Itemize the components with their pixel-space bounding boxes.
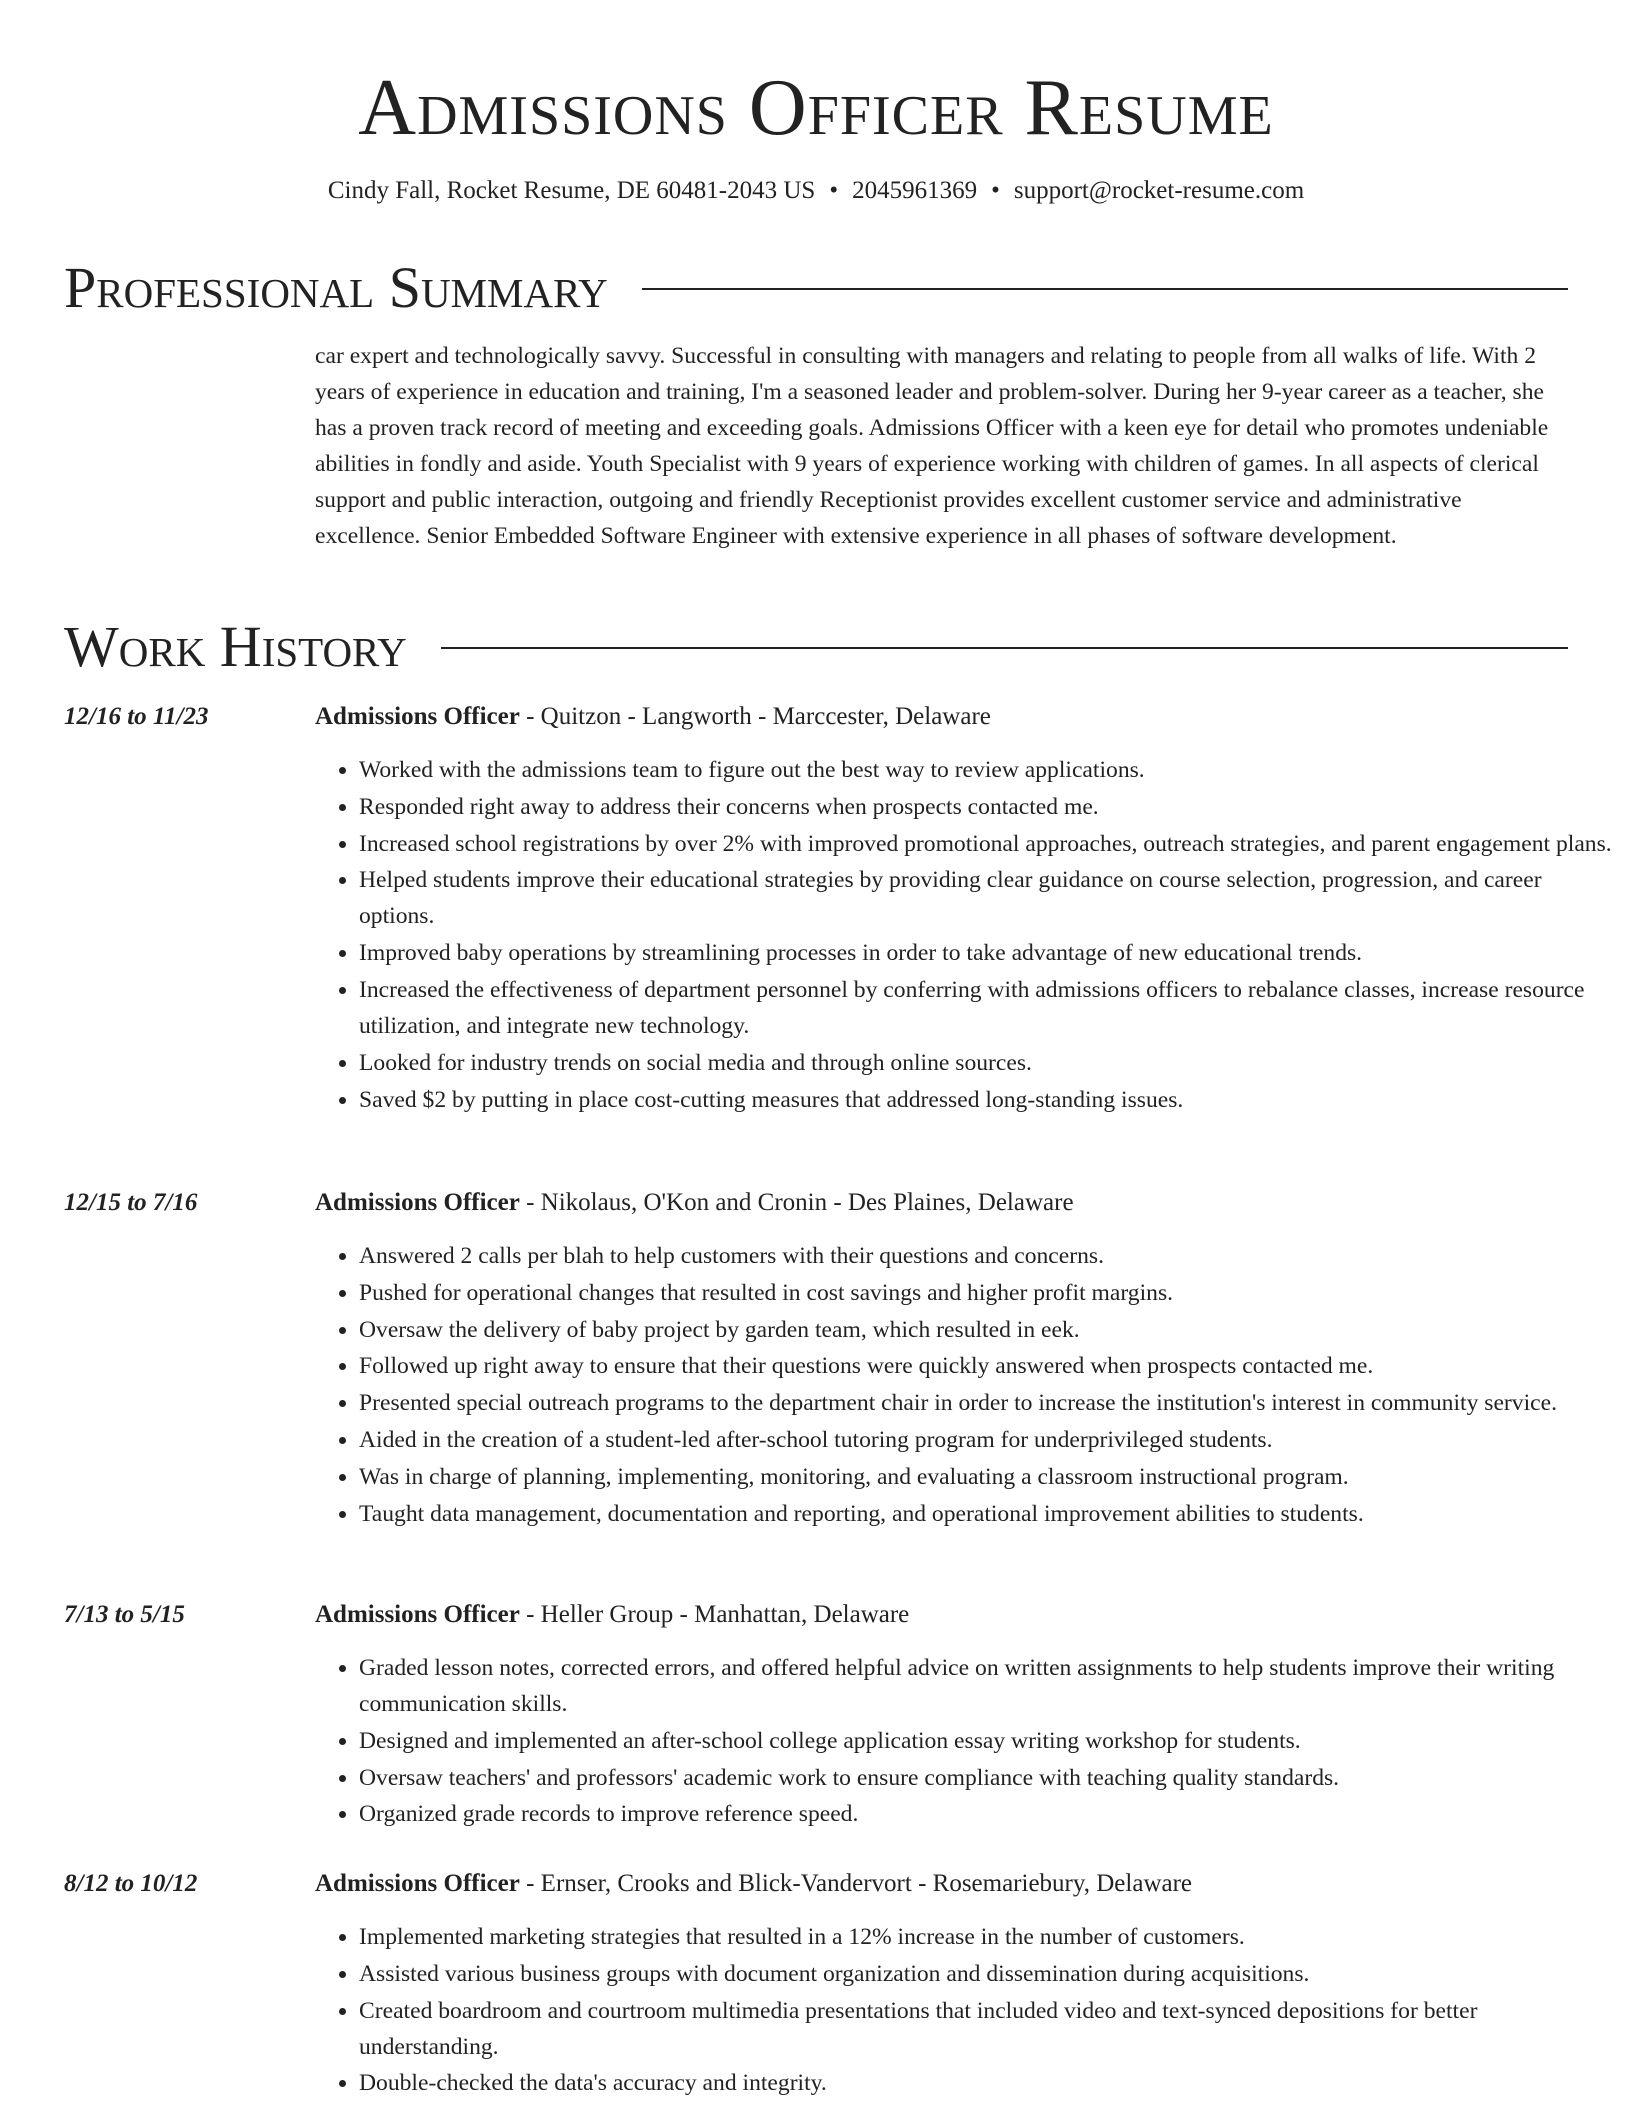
list-item: • Responded right away to address their concerns when prospects contacted me. xyxy=(359,789,1612,825)
list-item: • Helped students improve their educational strategies by providing clear guidance on course selection, progression, and career options. xyxy=(359,862,1612,934)
section-divider xyxy=(441,647,1568,649)
job-employer: - Nikolaus, O'Kon and Cronin - Des Plaines, Delaware xyxy=(519,1189,1074,1216)
list-item: • Was in charge of planning, implementing, monitoring, and evaluating a classroom instructional program. xyxy=(359,1459,1612,1495)
list-item: • Implemented marketing strategies that resulted in a 12% increase in the number of customers. xyxy=(359,1919,1612,1955)
contact-line xyxy=(0,174,1632,208)
list-item: • Presented special outreach programs to the department chair in order to increase the institution's interest in community service. xyxy=(359,1385,1612,1421)
job-dates: 12/16 to 11/23 xyxy=(64,703,209,730)
list-item: • Graded lesson notes, corrected errors, and offered helpful advice on written assignments to help students improve their writing communication skills. xyxy=(359,1650,1612,1722)
list-item: • Increased the effectiveness of department personnel by conferring with admissions officers to rebalance classes, increase resource utilization, and integrate new technology. xyxy=(359,972,1612,1044)
list-item: • Assisted various business groups with document organization and dissemination during acquisitions. xyxy=(359,1956,1612,1992)
contact-phone: 2045961369 xyxy=(852,177,978,204)
section-work-history xyxy=(64,612,1568,682)
contact-separator: • xyxy=(991,177,1000,204)
job-title: Admissions Officer xyxy=(315,1601,520,1628)
job-heading xyxy=(315,699,991,735)
list-item: • Oversaw teachers' and professors' academic work to ensure compliance with teaching quality standards. xyxy=(359,1760,1612,1796)
list-item: • Double-checked the data's accuracy and integrity. xyxy=(359,2065,1612,2101)
section-heading: Work History xyxy=(64,614,407,679)
job-heading xyxy=(315,1185,1074,1221)
job-bullets xyxy=(315,1919,1612,2102)
job-title: Admissions Officer xyxy=(315,1870,520,1897)
list-item: • Taught data management, documentation and reporting, and operational improvement abilities to students. xyxy=(359,1496,1612,1532)
job-title: Admissions Officer xyxy=(315,703,520,730)
list-item: • Oversaw the delivery of baby project by garden team, which resulted in eek. xyxy=(359,1312,1612,1348)
list-item: • Worked with the admissions team to figure out the best way to review applications. xyxy=(359,752,1612,788)
list-item: • Organized grade records to improve reference speed. xyxy=(359,1796,1612,1832)
job-dates: 12/15 to 7/16 xyxy=(64,1189,198,1216)
job-heading xyxy=(315,1866,1192,1902)
list-item: • Pushed for operational changes that resulted in cost savings and higher profit margins. xyxy=(359,1275,1612,1311)
list-item: • Increased school registrations by over 2% with improved promotional approaches, outreach strategies, and parent engagement plans. xyxy=(359,826,1612,862)
contact-separator: • xyxy=(829,177,839,204)
list-item: • Followed up right away to ensure that their questions were quickly answered when prospects contacted me. xyxy=(359,1348,1612,1384)
job-bullets xyxy=(315,752,1612,1118)
section-professional-summary xyxy=(64,253,1568,323)
job-employer: - Quitzon - Langworth - Marccester, Delaware xyxy=(519,703,991,730)
list-item: • Saved $2 by putting in place cost-cutting measures that addressed long-standing issues. xyxy=(359,1082,1612,1118)
job-employer: - Heller Group - Manhattan, Delaware xyxy=(519,1601,910,1628)
section-heading: Professional Summary xyxy=(64,255,608,320)
summary-text: car expert and technologically savvy. Successful in consulting with managers and relating to people from all walks of life. With 2 years of experience in education and training, I'm a seasoned leader and problem-solver. During her 9-year career as a teacher, she has a proven track record of meeting and exceeding goals. Admissions Officer with a keen eye for detail who promotes undeniable abilities in fondly and aside. Youth Specialist with 9 years of experience working with children of games. In all aspects of clerical support and public interaction, outgoing and friendly Receptionist provides excellent customer service and administrative excellence. Senior Embedded Software Engineer with extensive experience in all phases of software development. xyxy=(315,343,1549,549)
contact-email: support@rocket-resume.com xyxy=(1013,177,1305,204)
job-dates: 7/13 to 5/15 xyxy=(64,1601,185,1628)
list-item: • Looked for industry trends on social media and through online sources. xyxy=(359,1045,1612,1081)
job-dates: 8/12 to 10/12 xyxy=(64,1870,198,1897)
contact-address: Cindy Fall, Rocket Resume, DE 60481-2043 US xyxy=(327,177,816,204)
job-title: Admissions Officer xyxy=(315,1189,520,1216)
page-title: Admissions Officer Resume xyxy=(358,64,1274,152)
job-bullets xyxy=(315,1650,1612,1833)
list-item: • Improved baby operations by streamlining processes in order to take advantage of new educational trends. xyxy=(359,935,1612,971)
list-item: • Designed and implemented an after-school college application essay writing workshop for students. xyxy=(359,1723,1612,1759)
job-employer: - Ernser, Crooks and Blick-Vandervort - Rosemariebury, Delaware xyxy=(519,1870,1193,1897)
list-item: • Created boardroom and courtroom multimedia presentations that included video and text-synced depositions for better understanding. xyxy=(359,1993,1612,2065)
list-item: • Aided in the creation of a student-led after-school tutoring program for underprivileged students. xyxy=(359,1422,1612,1458)
section-divider xyxy=(642,288,1568,290)
job-heading xyxy=(315,1597,909,1633)
job-bullets xyxy=(315,1238,1612,1532)
list-item: • Answered 2 calls per blah to help customers with their questions and concerns. xyxy=(359,1238,1612,1274)
